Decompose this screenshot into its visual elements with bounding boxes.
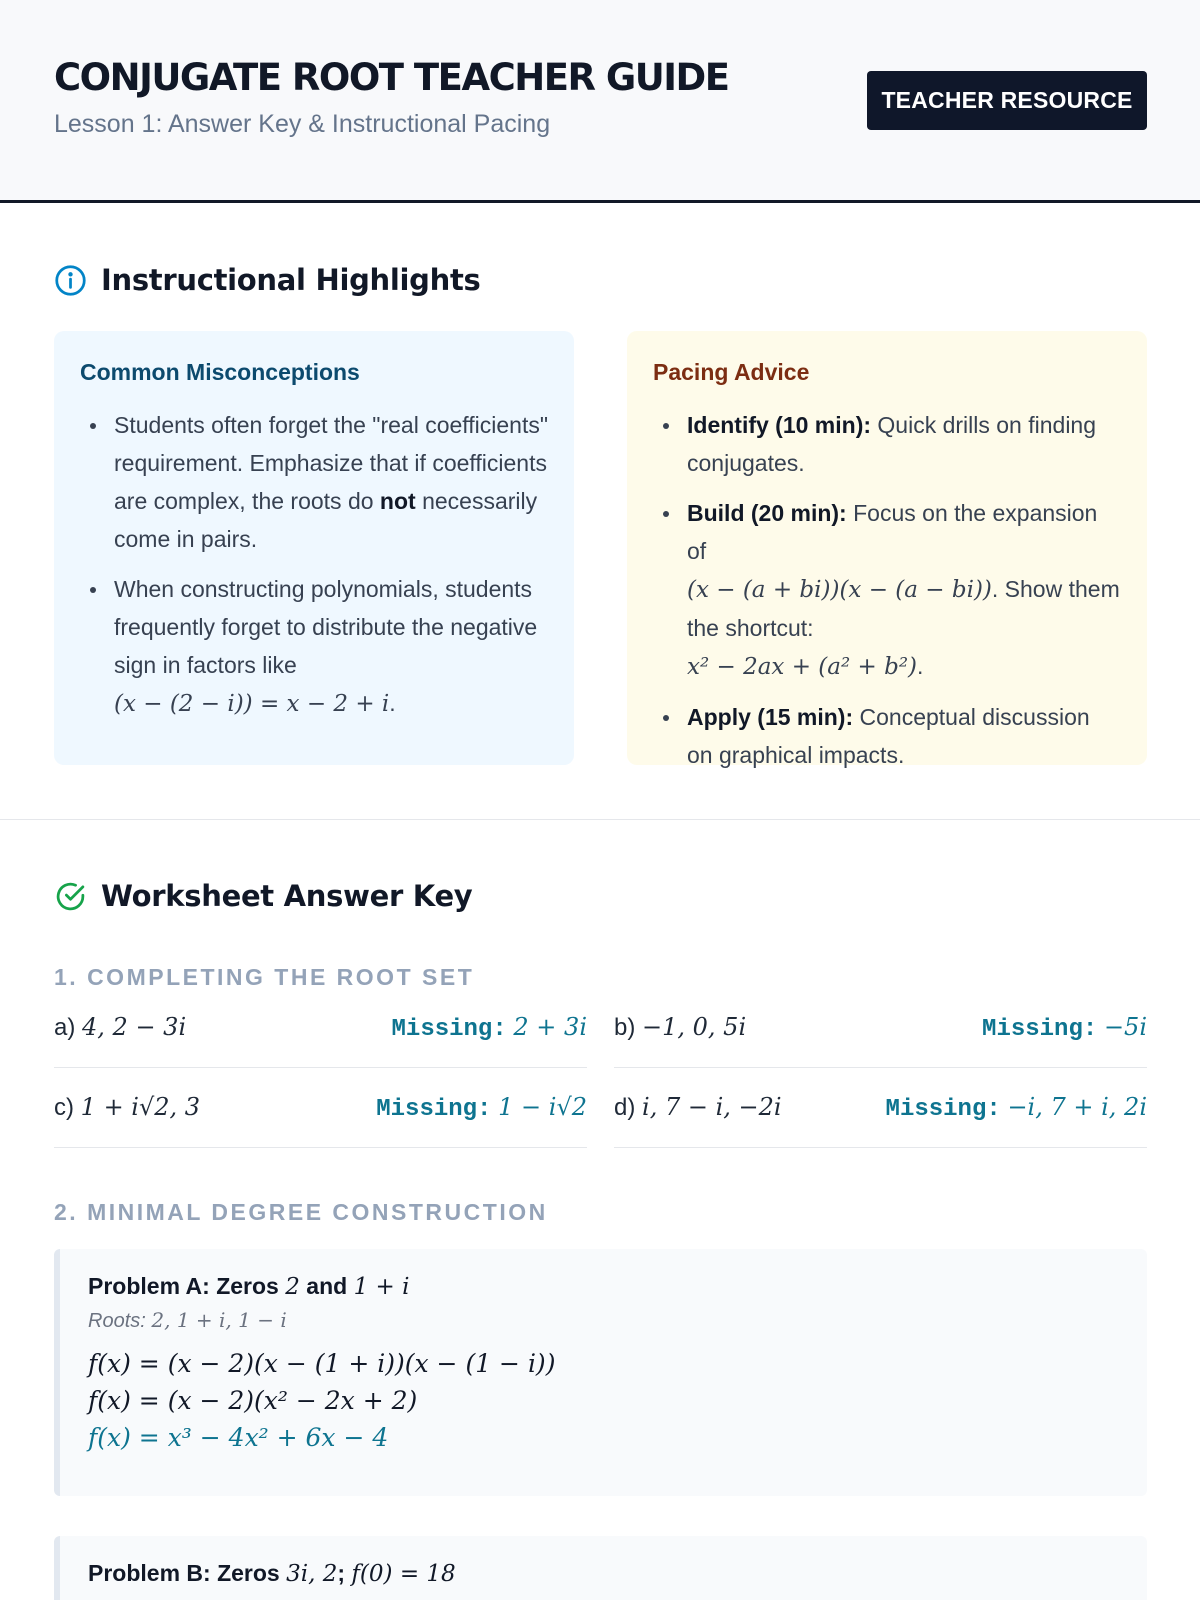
answer-row: d) i, 7 − i, −2i Missing: −i, 7 + i, 2i (614, 1068, 1147, 1148)
problem-a (54, 1249, 1147, 1496)
check-circle-icon (54, 880, 87, 913)
pacing-item: Apply (15 min): Conceptual discussion on graphical impacts. (653, 698, 1121, 774)
answer-key-heading (54, 879, 472, 913)
teacher-resource-badge: TEACHER RESOURCE (867, 71, 1147, 130)
pacing-item: Identify (10 min): Quick drills on finding conjugates. (653, 406, 1121, 482)
page-subtitle: Lesson 1: Answer Key & Instructional Pacing (54, 110, 551, 138)
info-icon (54, 264, 87, 297)
problem-b (54, 1536, 1147, 1600)
page-title: CONJUGATE ROOT TEACHER GUIDE (54, 56, 729, 99)
misconception-item: Students often forget the "real coefficients" requirement. Emphasize that if coefficients are complex, the roots do not necessarily come in pairs. (80, 406, 548, 558)
answer-row: b) −1, 0, 5i Missing: −5i (614, 988, 1147, 1068)
root-set-subheading: 1. COMPLETING THE ROOT SET (54, 964, 475, 990)
answer-row: a) 4, 2 − 3i Missing: 2 + 3i (54, 988, 587, 1068)
problem-a-step: f(x) = (x − 2)(x² − 2x + 2) (88, 1386, 418, 1415)
problem-a-title: Problem A: Zeros 2 and 1 + i (88, 1273, 410, 1300)
answer-key-heading-label: Worksheet Answer Key (101, 879, 473, 913)
misconceptions-card (54, 331, 574, 765)
problem-a-step: f(x) = (x − 2)(x − (1 + i))(x − (1 − i)) (88, 1349, 556, 1378)
misconception-item: When constructing polynomials, students frequently forget to distribute the negative sign in factors like (x − (2 − i)) = x − 2 + i. (80, 570, 548, 723)
highlights-heading (54, 263, 481, 297)
section-divider (0, 819, 1200, 820)
problem-a-roots: Roots: 2, 1 + i, 1 − i (88, 1308, 287, 1332)
page-header (0, 0, 1200, 203)
highlights-heading-label: Instructional Highlights (101, 263, 481, 297)
pacing-title: Pacing Advice (653, 359, 810, 385)
minimal-degree-subheading: 2. MINIMAL DEGREE CONSTRUCTION (54, 1199, 548, 1225)
answer-row: c) 1 + i√2, 3 Missing: 1 − i√2 (54, 1068, 587, 1148)
problem-a-answer: f(x) = x³ − 4x² + 6x − 4 (88, 1423, 389, 1452)
pacing-item: Build (20 min): Focus on the expansion of (x − (a + bi))(x − (a − bi)). Show them the shortcut: x² − 2ax + (a² + b²). (653, 494, 1121, 686)
pacing-card (627, 331, 1147, 768)
misconceptions-title: Common Misconceptions (80, 359, 360, 385)
problem-b-title: Problem B: Zeros 3i, 2; f(0) = 18 (88, 1560, 456, 1587)
